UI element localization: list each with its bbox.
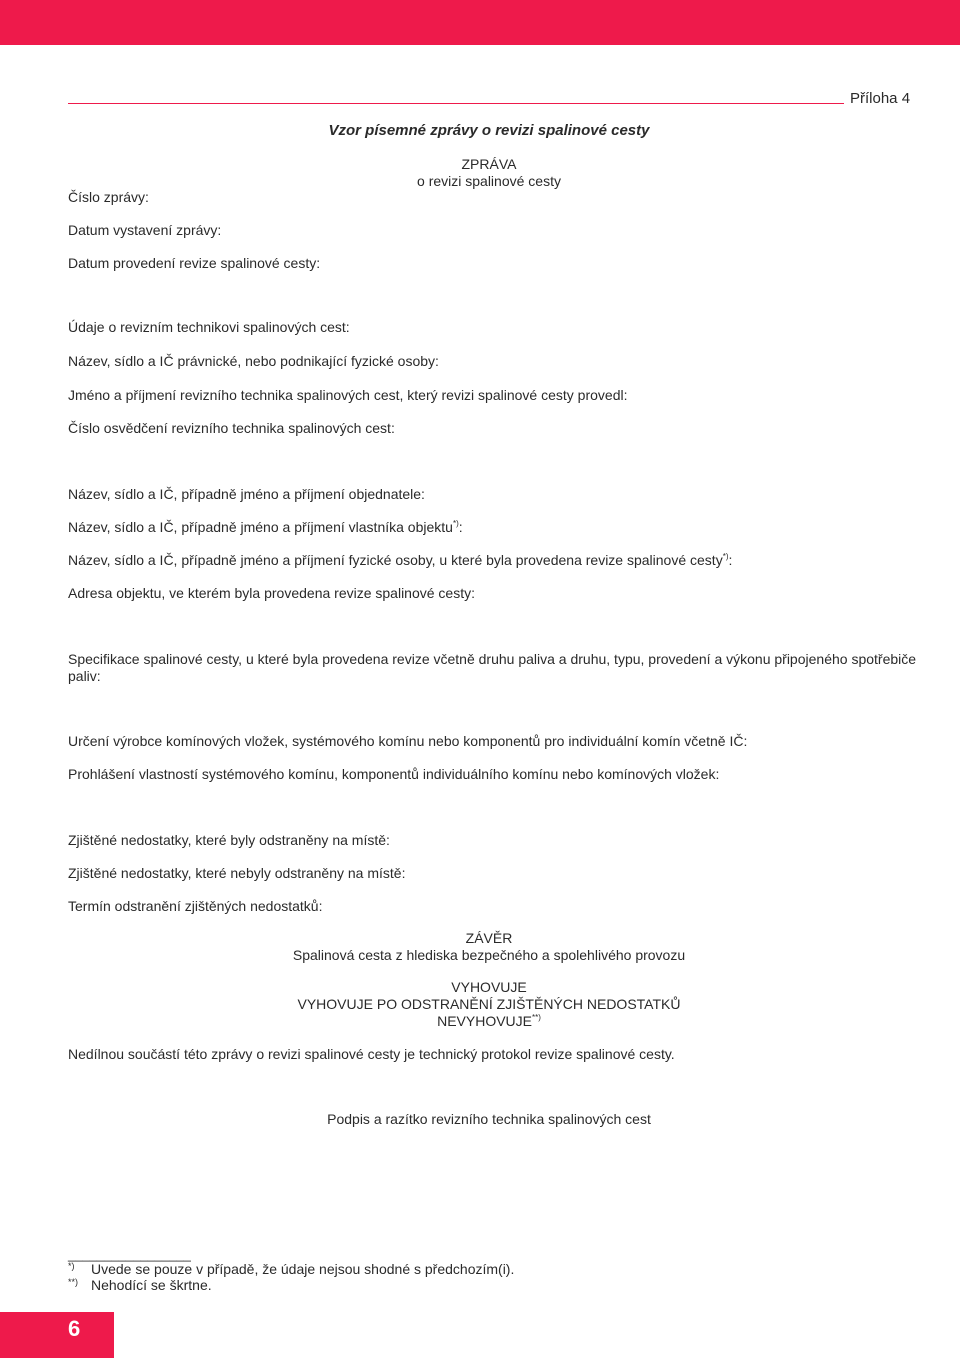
owner-field bbox=[68, 519, 463, 535]
person-field bbox=[68, 552, 732, 568]
deadline-field: Termín odstranění zjištěných nedostatků: bbox=[68, 898, 323, 914]
conclusion-subheading: Spalinová cesta z hlediska bezpečného a spolehlivého provozu bbox=[292, 947, 686, 963]
page-number: 6 bbox=[68, 1316, 81, 1341]
document-title: Vzor písemné zprávy o revizi spalinové cesty bbox=[328, 122, 650, 139]
owner-colon: : bbox=[458, 519, 463, 535]
footnote-1-text: Uvede se pouze v případě, že údaje nejsou shodné s předchozím(i). bbox=[91, 1261, 515, 1277]
verdict-fails bbox=[0, 1013, 960, 1030]
footnote-2-mark: **) bbox=[68, 1277, 79, 1287]
conclusion-heading: ZÁVĚR bbox=[465, 930, 513, 946]
owner-field-label: Název, sídlo a IČ, případně jméno a příjmení vlastníka objektu bbox=[68, 519, 453, 535]
specification-field: Specifikace spalinové cesty, u které byla provedena revize včetně druhu paliva a druhu, typu, provedení a výkonu připojeného spotřebiče paliv: bbox=[68, 651, 917, 684]
verdict-complies: VYHOVUJE bbox=[451, 979, 527, 995]
technician-name-field: Jméno a příjmení revizního technika spalinových cest, který revizi spalinové cesty provedl: bbox=[68, 387, 628, 403]
verdict-fails-label: NEVYHOVUJE bbox=[437, 1013, 533, 1029]
technician-section-label: Údaje o revizním technikovi spalinových cest: bbox=[68, 319, 350, 335]
person-colon: : bbox=[728, 552, 733, 568]
inspection-date-field: Datum provedení revize spalinové cesty: bbox=[68, 255, 321, 271]
declaration-field: Prohlášení vlastností systémového komínu, komponentů individuálního komínu nebo komínových vložek: bbox=[68, 766, 720, 782]
owner-note-mark: *) bbox=[452, 519, 459, 528]
footnote-2 bbox=[68, 1277, 212, 1293]
person-field-label: Název, sídlo a IČ, případně jméno a příjmení fyzické osoby, u které byla provedena revize spalinové cesty bbox=[68, 552, 723, 568]
verdict-options bbox=[0, 979, 960, 1030]
technician-certificate-field: Číslo osvědčení revizního technika spalinových cest: bbox=[68, 420, 395, 436]
address-field: Adresa objektu, ve kterém byla provedena revize spalinové cesty: bbox=[68, 585, 475, 601]
annex-rule bbox=[68, 103, 844, 104]
manufacturer-field: Určení výrobce komínových vložek, systémového komínu nebo komponentů pro individuální komín včetně IČ: bbox=[68, 733, 748, 749]
issue-date-field: Datum vystavení zprávy: bbox=[68, 222, 222, 238]
top-accent-bar bbox=[0, 0, 960, 45]
unfixed-defects-field: Zjištěné nedostatky, které nebyly odstraněny na místě: bbox=[68, 865, 406, 881]
footnote-2-text: Nehodící se škrtne. bbox=[91, 1277, 212, 1293]
report-heading-title: ZPRÁVA bbox=[461, 156, 517, 172]
report-number-field: Číslo zprávy: bbox=[68, 189, 149, 205]
verdict-fails-mark: **) bbox=[532, 1013, 541, 1022]
footnote-rule: _________________ bbox=[68, 1247, 191, 1262]
footnote-1 bbox=[68, 1261, 514, 1277]
conclusion-block bbox=[0, 930, 960, 964]
person-note-mark: *) bbox=[722, 552, 729, 561]
fixed-defects-field: Zjištěné nedostatky, které byly odstraněny na místě: bbox=[68, 832, 390, 848]
report-heading bbox=[0, 156, 960, 190]
technician-company-field: Název, sídlo a IČ právnické, nebo podnikající fyzické osoby: bbox=[68, 353, 439, 369]
annex-label: Příloha 4 bbox=[850, 90, 911, 107]
signature-line: Podpis a razítko revizního technika spalinových cest bbox=[327, 1111, 651, 1127]
verdict-complies-after: VYHOVUJE PO ODSTRANĚNÍ ZJIŠTĚNÝCH NEDOSTATKŮ bbox=[297, 996, 681, 1012]
report-heading-subtitle: o revizi spalinové cesty bbox=[417, 173, 561, 189]
page-number-box bbox=[0, 1312, 114, 1358]
footnote-1-mark: *) bbox=[68, 1261, 75, 1271]
client-field: Název, sídlo a IČ, případně jméno a příjmení objednatele: bbox=[68, 486, 425, 502]
protocol-note: Nedílnou součástí této zprávy o revizi spalinové cesty je technický protokol revize spalinové cesty. bbox=[68, 1046, 675, 1062]
